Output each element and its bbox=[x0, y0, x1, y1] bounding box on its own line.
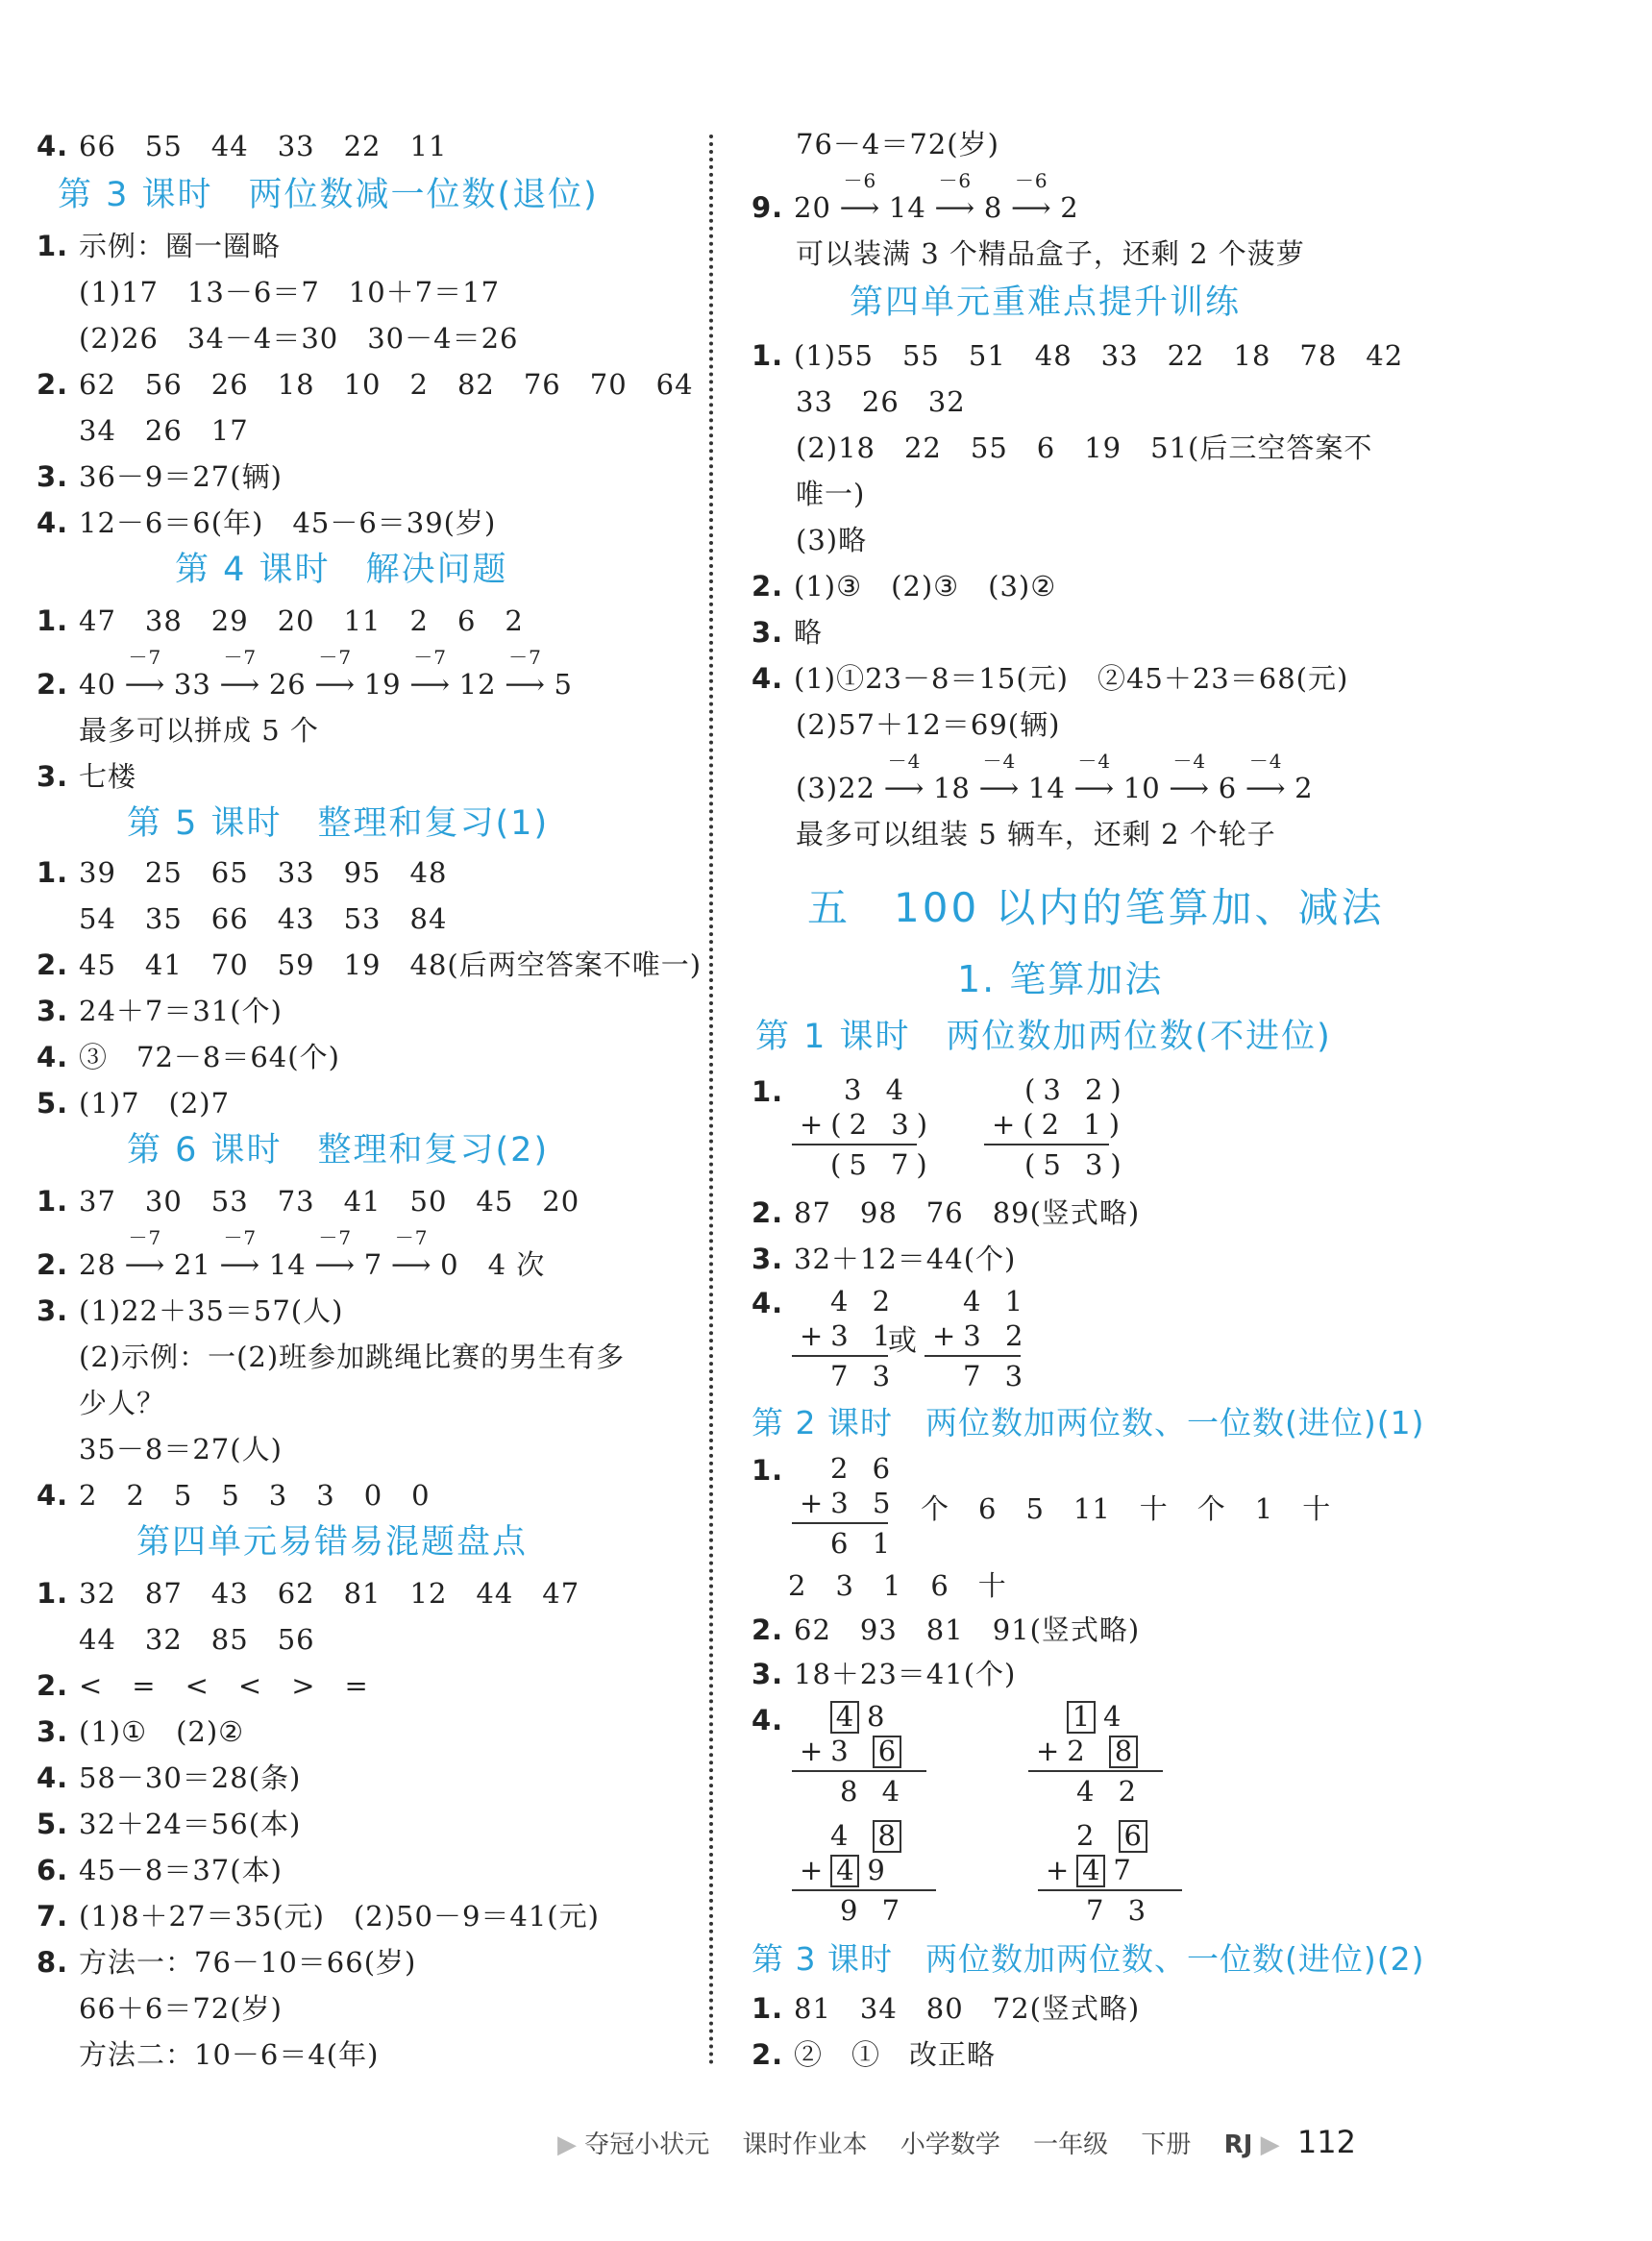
t2: 2. (1)③ (2)③ (3)② bbox=[752, 570, 1057, 603]
t4-chain: (3)22 －4 ⟶ 18 －4 ⟶ 14 －4 ⟶ 10 －4 ⟶ 6 －4 ⟶ 2 bbox=[796, 750, 1314, 804]
answer-box: 4 bbox=[830, 1701, 859, 1734]
l2-1-tail: 个 6 5 11 十 个 1 十 bbox=[921, 1492, 1332, 1525]
t4d: 最多可以组装 5 辆车，还剩 2 个轮子 bbox=[796, 818, 1276, 850]
t4: 4. (1)①23－8＝15(元) ②45＋23＝68(元) bbox=[752, 662, 1349, 695]
vertical-sum-4a: 4 2 +3 1 7 3 bbox=[792, 1284, 898, 1393]
t1b: 33 26 32 bbox=[796, 385, 966, 418]
answer-box: 4 bbox=[830, 1855, 859, 1887]
l6-4: 4. 2 2 5 5 3 3 0 0 bbox=[37, 1479, 431, 1512]
l3u-2: 2. ② ① 改正略 bbox=[752, 2038, 997, 2071]
vertical-sum-4b: 4 1 +3 2 7 3 bbox=[925, 1284, 1030, 1393]
answer-box: 6 bbox=[1119, 1820, 1147, 1853]
t1: 1. (1)55 55 51 48 33 22 18 78 42 bbox=[752, 339, 1404, 372]
l5-3: 3. 24＋7＝31(个) bbox=[37, 995, 283, 1027]
triangle-icon: ▶ bbox=[557, 2130, 577, 2159]
page-number: 112 bbox=[1296, 2124, 1356, 2160]
t1c: (2)18 22 55 6 19 51(后三空答案不 bbox=[796, 431, 1373, 464]
r-top: 76－4＝72(岁) bbox=[796, 128, 999, 160]
r9b: 可以装满 3 个精品盒子，还剩 2 个菠萝 bbox=[796, 237, 1305, 270]
l7-6: 6. 45－8＝37(本) bbox=[37, 1854, 283, 1886]
heading-written-addition: 1. 笔算加法 bbox=[957, 958, 1164, 1000]
l2-2: 2. 62 93 81 91(竖式略) bbox=[752, 1613, 1141, 1646]
u4-num: 4. bbox=[752, 1287, 784, 1319]
l5-5: 5. (1)7 (2)7 bbox=[37, 1087, 231, 1120]
l-item-4: 4. 66 55 44 33 22 11 bbox=[37, 130, 448, 162]
box-sum-a: 4 8 +3 6 8 4 bbox=[792, 1699, 926, 1809]
l6-3: 3. (1)22＋35＝57(人) bbox=[37, 1294, 344, 1327]
heading-lesson5: 第 5 课时 整理和复习(1) bbox=[127, 804, 550, 843]
t3: 3. 略 bbox=[752, 616, 824, 649]
l7-8: 8. 方法一：76－10＝66(岁) bbox=[37, 1946, 417, 1979]
l5-1b: 54 35 66 43 53 84 bbox=[79, 902, 448, 935]
answer-box: 6 bbox=[873, 1736, 901, 1768]
edition: RJ bbox=[1223, 2130, 1253, 2159]
volume: 下册 bbox=[1141, 2130, 1192, 2159]
l7-1: 1. 32 87 43 62 81 12 44 47 bbox=[37, 1577, 580, 1610]
l3-3: 3. 36－9＝27(辆) bbox=[37, 460, 283, 493]
page-footer bbox=[557, 2124, 1356, 2160]
vertical-sum-1a: 3 4 +(2 3) (5 7) bbox=[792, 1072, 935, 1182]
box-sum-d: 2 6 + 4 7 7 3 bbox=[1038, 1818, 1182, 1928]
l7-3: 3. (1)① (2)② bbox=[37, 1715, 245, 1748]
l3u-1: 1. 81 34 80 72(竖式略) bbox=[752, 1992, 1141, 2025]
l3-2b: 34 26 17 bbox=[79, 414, 249, 447]
l7-1b: 44 32 85 56 bbox=[79, 1623, 315, 1656]
l3-1: 1. 示例：圈一圈略 bbox=[37, 230, 282, 262]
heading-unit4-mistakes: 第四单元易错易混题盘点 bbox=[136, 1523, 529, 1562]
l3-4: 4. 12－6＝6(年) 45－6＝39(岁) bbox=[37, 506, 497, 539]
u1-num: 1. bbox=[752, 1075, 784, 1108]
column-divider bbox=[709, 135, 713, 2066]
heading-lesson4: 第 4 课时 解决问题 bbox=[175, 551, 508, 589]
or-text: 或 bbox=[888, 1324, 918, 1358]
heading-lesson6: 第 6 课时 整理和复习(2) bbox=[127, 1131, 550, 1170]
l6-3c: 少人？ bbox=[79, 1387, 166, 1419]
heading-lesson3: 第 3 课时 两位数减一位数(退位) bbox=[58, 176, 599, 214]
l7-5: 5. 32＋24＝56(本) bbox=[37, 1808, 302, 1840]
l3-2: 2. 62 56 26 18 10 2 82 76 70 64 bbox=[37, 368, 694, 401]
heading-unit5-lesson1: 第 1 课时 两位数加两位数(不进位) bbox=[755, 1018, 1332, 1056]
r9-chain: 9. 20 －6 ⟶ 14 －6 ⟶ 8 －6 ⟶ 2 bbox=[752, 169, 1079, 224]
l7-2: 2. < = < < > = bbox=[37, 1669, 369, 1702]
l2-1-line2: 2 3 1 6 十 bbox=[788, 1569, 1007, 1602]
l3-1b: (2)26 34－4＝30 30－4＝26 bbox=[79, 322, 519, 355]
t4b: (2)57＋12＝69(辆) bbox=[796, 708, 1061, 741]
heading-unit5: 五 100 以内的笔算加、减法 bbox=[807, 884, 1385, 931]
heading-unit5-lesson2: 第 2 课时 两位数加两位数、一位数(进位)(1) bbox=[752, 1404, 1425, 1441]
l5-1: 1. 39 25 65 33 95 48 bbox=[37, 856, 448, 889]
l4-2b: 最多可以拼成 5 个 bbox=[79, 714, 319, 747]
answer-box: 1 bbox=[1067, 1701, 1096, 1734]
subject: 小学数学 bbox=[900, 2130, 1000, 2159]
vertical-sum-1b: (3 2) +(2 1) (5 3) bbox=[984, 1072, 1129, 1182]
l6-3b: (2)示例：一(2)班参加跳绳比赛的男生有多 bbox=[79, 1341, 626, 1373]
l7-7: 7. (1)8＋27＝35(元) (2)50－9＝41(元) bbox=[37, 1900, 600, 1933]
l4-1: 1. 47 38 29 20 11 2 6 2 bbox=[37, 604, 524, 637]
l4-2-chain: 2. 40 －7 ⟶ 33 －7 ⟶ 26 －7 ⟶ 19 －7 ⟶ 12 －7 ⟶ 5 bbox=[37, 646, 573, 701]
l4-3: 3. 七楼 bbox=[37, 760, 137, 793]
l7-8b: 66＋6＝72(岁) bbox=[79, 1992, 283, 2025]
answer-box: 8 bbox=[873, 1820, 901, 1853]
heading-unit5-lesson3: 第 3 课时 两位数加两位数、一位数(进位)(2) bbox=[752, 1940, 1425, 1978]
l5-2: 2. 45 41 70 59 19 48(后两空答案不唯一) bbox=[37, 948, 703, 981]
l6-1: 1. 37 30 53 73 41 50 45 20 bbox=[37, 1185, 580, 1218]
box-sum-b: 1 4 +2 8 4 2 bbox=[1028, 1699, 1163, 1809]
box-sum-c: 4 8 + 4 9 9 7 bbox=[792, 1818, 936, 1928]
answer-box: 8 bbox=[1109, 1736, 1138, 1768]
l5-4: 4. ③ 72－8＝64(个) bbox=[37, 1041, 340, 1073]
l7-8c: 方法二：10－6＝4(年) bbox=[79, 2038, 380, 2071]
l7-4: 4. 58－30＝28(条) bbox=[37, 1761, 302, 1794]
l2-4-num: 4. bbox=[752, 1704, 784, 1736]
t1d: 唯一) bbox=[796, 478, 866, 510]
triangle-icon: ▶ bbox=[1260, 2130, 1280, 2159]
v1-num: 1. bbox=[752, 1454, 784, 1487]
grade: 一年级 bbox=[1033, 2130, 1109, 2159]
l3-1a: (1)17 13－6＝7 10＋7＝17 bbox=[79, 276, 501, 308]
vertical-sum-l2: 2 6 +3 5 6 1 bbox=[792, 1451, 898, 1561]
l2-3: 3. 18＋23＝41(个) bbox=[752, 1658, 1017, 1690]
l6-2-chain: 2. 28 －7 ⟶ 21 －7 ⟶ 14 －7 ⟶ 7 －7 ⟶ 0 4 次 bbox=[37, 1226, 546, 1281]
heading-unit4-train: 第四单元重难点提升训练 bbox=[850, 283, 1242, 322]
t1e: (3)略 bbox=[796, 524, 868, 556]
u3: 3. 32＋12＝44(个) bbox=[752, 1243, 1017, 1275]
brand: 夺冠小状元 bbox=[584, 2130, 710, 2159]
l6-3d: 35－8＝27(人) bbox=[79, 1433, 283, 1465]
book-name: 课时作业本 bbox=[742, 2130, 868, 2159]
answer-box: 4 bbox=[1076, 1855, 1105, 1887]
u2: 2. 87 98 76 89(竖式略) bbox=[752, 1196, 1141, 1229]
